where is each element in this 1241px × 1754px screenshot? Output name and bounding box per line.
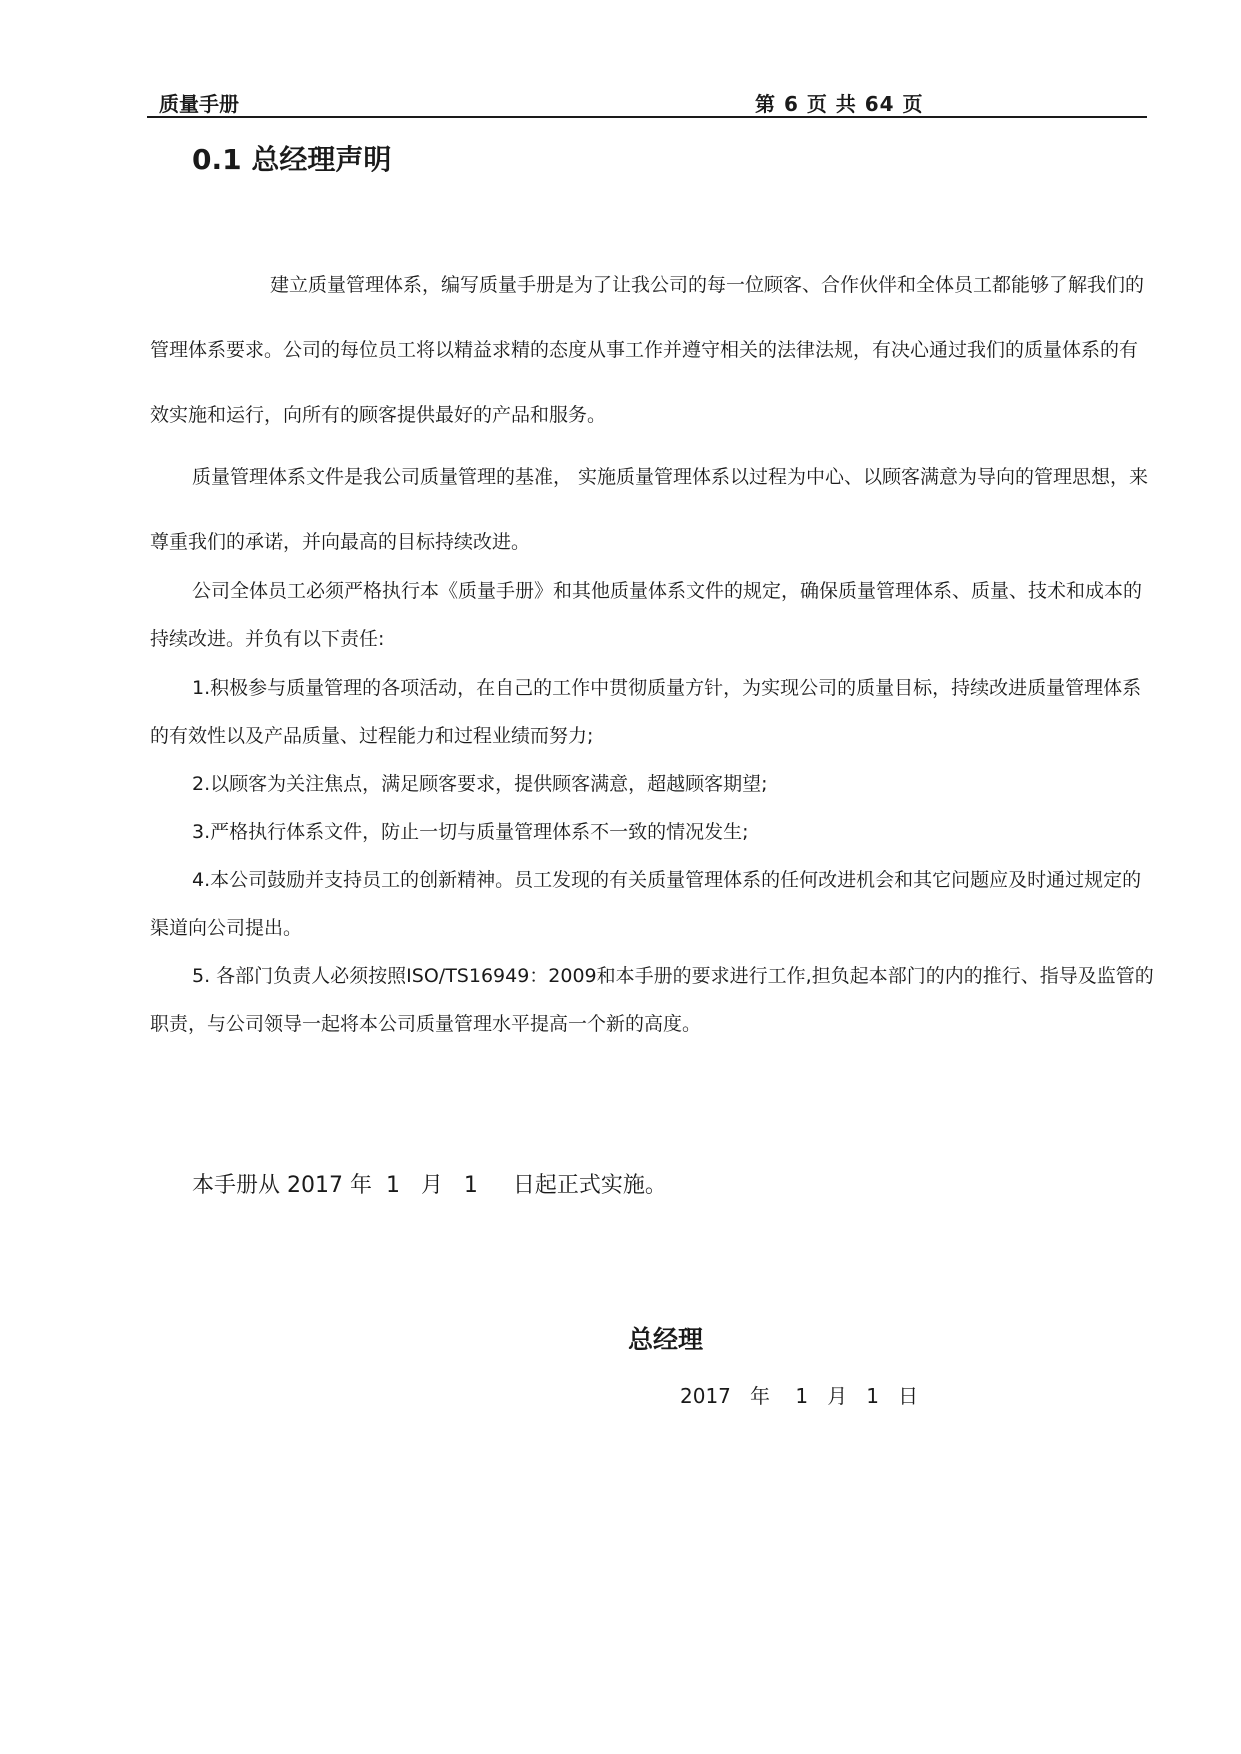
paragraph-basis: 质量管理体系文件是我公司质量管理的基准， 实施质量管理体系以过程为中心、以顾客满意为导向的管理思想，来尊重我们的承诺，并向最高的目标持续改进。 (150, 466, 1149, 553)
paragraph-obligation: 公司全体员工必须严格执行本《质量手册》和其他质量体系文件的规定，确保质量管理体系、质量、技术和成本的持续改进。并负有以下责任: (150, 580, 1143, 650)
effective-date-statement: 本手册从 2017 年 1 月 1 日起正式实施。 (192, 1173, 667, 1198)
signer-title: 总经理 (628, 1325, 704, 1354)
responsibility-item: 5. 各部门负责人必须按照ISO/TS16949：2009和本手册的要求进行工作,担负起本部门的内的推行、指导及监管的职责，与公司领导一起将本公司质量管理水平提高一个新的高度。 (150, 965, 1154, 1035)
signature-date: 2017 年 1 月 1 日 (680, 1384, 919, 1408)
responsibility-item: 2.以顾客为关注焦点，满足顾客要求，提供顾客满意，超越顾客期望; (192, 773, 768, 795)
responsibility-item: 3.严格执行体系文件，防止一切与质量管理体系不一致的情况发生; (192, 821, 749, 843)
responsibility-item: 4.本公司鼓励并支持员工的创新精神。员工发现的有关质量管理体系的任何改进机会和其它问题应及时通过规定的渠道向公司提出。 (150, 869, 1142, 939)
section-heading: 0.1 总经理声明 (192, 143, 392, 176)
paragraph-intro: 建立质量管理体系，编写质量手册是为了让我公司的每一位顾客、合作伙伴和全体员工都能够了解我们的管理体系要求。公司的每位员工将以精益求精的态度从事工作并遵守相关的法律法规，有决心通过我们的质量体系的有效实施和运行，向所有的顾客提供最好的产品和服务。 (150, 274, 1145, 426)
document-title: 质量手册 (159, 92, 239, 116)
responsibility-item: 1.积极参与质量管理的各项活动，在自己的工作中贯彻质量方针，为实现公司的质量目标，持续改进质量管理体系的有效性以及产品质量、过程能力和过程业绩而努力; (150, 677, 1142, 747)
page-header (147, 86, 1147, 118)
page-indicator: 第 6 页 共 64 页 (755, 92, 924, 116)
